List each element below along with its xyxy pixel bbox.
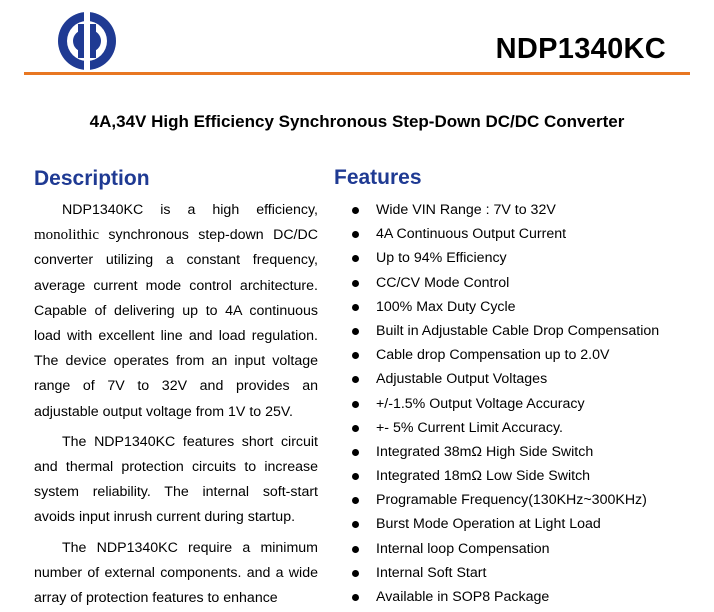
bullet-icon [352,376,359,383]
ndp-logo-icon [56,10,118,72]
feature-text: Integrated 38mΩ High Side Switch [376,443,594,460]
feature-text: Burst Mode Operation at Light Load [376,516,601,533]
feature-item [350,392,700,416]
feature-item [350,488,700,512]
bullet-icon [352,473,359,480]
bullet-icon [352,207,359,214]
feature-item [350,319,700,343]
feature-item [350,464,700,488]
feature-item [350,561,700,585]
feature-text: Up to 94% Efficiency [376,250,507,267]
feature-text: Internal loop Compensation [376,540,550,557]
bullet-icon [352,401,359,408]
feature-text: Available in SOP8 Package [376,589,550,605]
description-paragraph-2: The NDP1340KC features short circuit and thermal protection circuits to increase system reliability. The internal soft-start avoids input inrush current during startup. [34,433,318,526]
bullet-icon [352,328,359,335]
feature-text: +- 5% Current Limit Accuracy. [376,419,563,436]
feature-text: Adjustable Output Voltages [376,371,548,388]
feature-text: Programable Frequency(130KHz~300KHz) [376,492,647,509]
feature-text: 4A Continuous Output Current [376,226,567,243]
header-divider [24,72,690,75]
description-body [34,198,318,611]
description-paragraph-1 [34,198,318,425]
feature-text: Wide VIN Range : 7V to 32V [376,202,556,218]
description-text-serif: monolithic [34,227,99,244]
feature-item [350,440,700,464]
bullet-icon [352,497,359,504]
bullet-icon [352,449,359,456]
feature-list [350,198,700,609]
bullet-icon [352,352,359,359]
description-text: synchronous step-down DC/DC converter utilizing a constant frequency, average current mode control architecture. Capable of delivering up to 4A continuous load with excellent line and load regulation. The device operates from an input voltage range of 7V to 32V and provides an adjustable output voltage from 1V to 25V. [34,227,318,420]
bullet-icon [352,231,359,238]
bullet-icon [352,425,359,432]
feature-item [350,295,700,319]
features-heading: Features [334,166,422,189]
feature-text: Internal Soft Start [376,564,487,581]
feature-text: Built in Adjustable Cable Drop Compensation [376,322,660,339]
feature-item [350,585,700,609]
feature-item [350,222,700,246]
feature-text: +/-1.5% Output Voltage Accuracy [376,395,585,412]
feature-item [350,271,700,295]
bullet-icon [352,570,359,577]
feature-text: Integrated 18mΩ Low Side Switch [376,468,591,485]
part-number: NDP1340KC [495,33,666,65]
feature-item [350,246,700,270]
document-title: 4A,34V High Efficiency Synchronous Step-Down DC/DC Converter [89,112,625,131]
feature-item [350,198,700,222]
feature-item [350,512,700,536]
bullet-icon [352,255,359,262]
bullet-icon [352,521,359,528]
description-heading: Description [34,167,150,190]
feature-item [350,343,700,367]
bullet-icon [352,304,359,311]
feature-item [350,537,700,561]
feature-item [350,367,700,391]
bullet-icon [352,280,359,287]
description-paragraph-3: The NDP1340KC require a minimum number of external components. and a wide array of protection features to enhance [34,539,318,607]
bullet-icon [352,594,359,601]
feature-text: 100% Max Duty Cycle [376,298,516,315]
feature-text: CC/CV Mode Control [376,274,510,291]
feature-text: Cable drop Compensation up to 2.0V [376,347,610,364]
description-text: NDP1340KC is a high efficiency, [62,202,318,218]
feature-item [350,416,700,440]
bullet-icon [352,546,359,553]
